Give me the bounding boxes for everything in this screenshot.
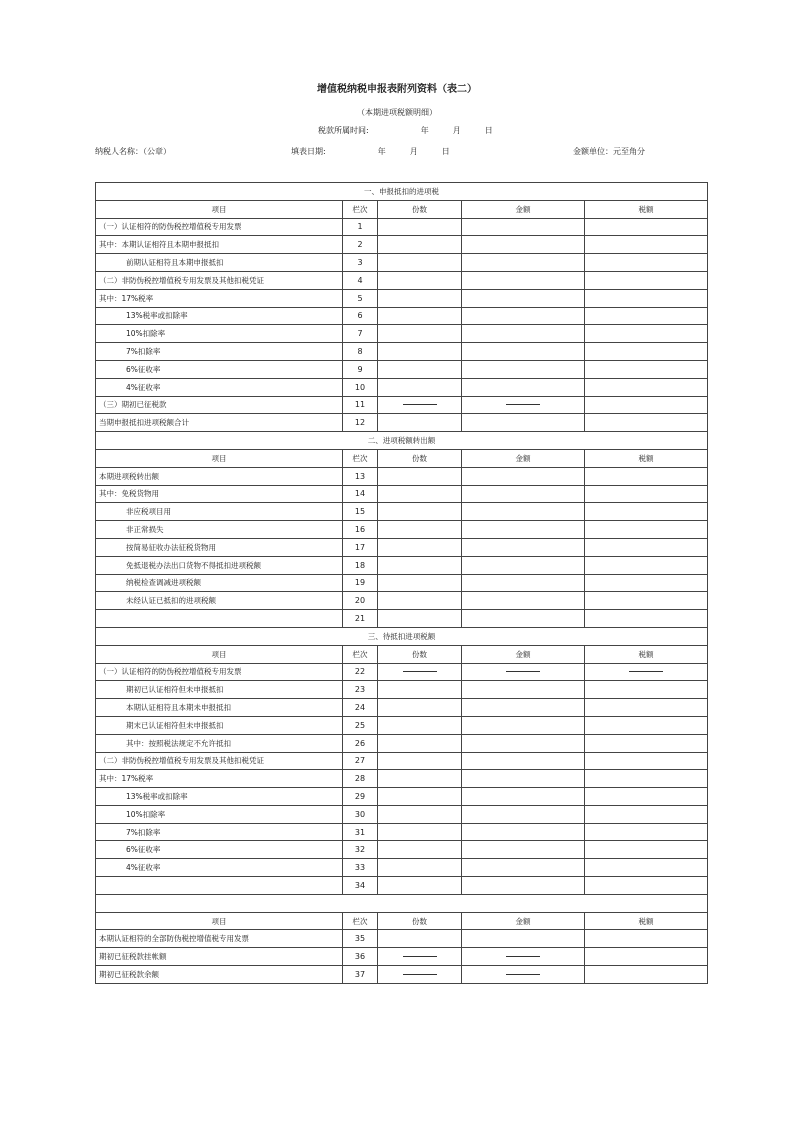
count-cell: [378, 699, 462, 717]
table-row: [96, 521, 708, 539]
row-number: 11: [343, 396, 378, 414]
table-row: [96, 734, 708, 752]
count-cell: [378, 325, 462, 343]
row-label: 非正常损失: [96, 521, 343, 539]
table-row: [96, 859, 708, 877]
table-row: [96, 325, 708, 343]
count-cell: [378, 378, 462, 396]
row-number: 33: [343, 859, 378, 877]
tax-cell: [585, 521, 708, 539]
row-label: 非应税项目用: [96, 503, 343, 521]
count-cell: [378, 841, 462, 859]
count-cell: [378, 343, 462, 361]
tax-period-day: 日: [484, 126, 493, 135]
not-applicable-dash: [506, 671, 540, 672]
row-label: 当期申报抵扣进项税额合计: [96, 414, 343, 432]
row-label: [96, 610, 343, 628]
form-title: 增值税纳税申报表附列资料（表二）: [317, 84, 477, 95]
tax-cell: [585, 414, 708, 432]
table-row: [96, 930, 708, 948]
row-number: 6: [343, 307, 378, 325]
row-label: 6%征收率: [96, 360, 343, 378]
section-title-row: [96, 627, 708, 645]
amount-cell: [462, 254, 585, 272]
tax-cell: [585, 966, 708, 984]
tax-cell: [585, 770, 708, 788]
table-row: [96, 574, 708, 592]
amount-cell: [462, 663, 585, 681]
tax-cell: [585, 343, 708, 361]
tax-cell: [585, 805, 708, 823]
tax-cell: [585, 930, 708, 948]
table-row: [96, 663, 708, 681]
amount-cell: [462, 360, 585, 378]
row-number: 32: [343, 841, 378, 859]
table-row: [96, 841, 708, 859]
column-header-row: [96, 912, 708, 930]
tax-cell: [585, 681, 708, 699]
section-title: 三、待抵扣进项税额: [96, 627, 708, 645]
section-title: 一、申报抵扣的进项税: [96, 183, 708, 201]
count-header: 份数: [378, 200, 462, 218]
row-number: 18: [343, 556, 378, 574]
tax-cell: [585, 218, 708, 236]
table-row: [96, 467, 708, 485]
count-cell: [378, 681, 462, 699]
row-number: 12: [343, 414, 378, 432]
amount-cell: [462, 948, 585, 966]
tax-header: 税额: [585, 200, 708, 218]
amount-cell: [462, 966, 585, 984]
count-cell: [378, 236, 462, 254]
amount-cell: [462, 841, 585, 859]
row-label: 其中：按照税法规定不允许抵扣: [96, 734, 343, 752]
count-cell: [378, 307, 462, 325]
tax-cell: [585, 752, 708, 770]
row-number: 25: [343, 716, 378, 734]
fill-date-day: 日: [441, 147, 450, 156]
row-label: （一）认证相符的防伪税控增值税专用发票: [96, 218, 343, 236]
count-cell: [378, 859, 462, 877]
row-no-header: 栏次: [343, 200, 378, 218]
row-label: 其中：17%税率: [96, 289, 343, 307]
table-row: [96, 343, 708, 361]
tax-cell: [585, 592, 708, 610]
section-title: [96, 894, 708, 912]
tax-cell: [585, 503, 708, 521]
tax-period-label: 税款所属时间:: [318, 126, 369, 135]
row-number: 31: [343, 823, 378, 841]
row-number: 9: [343, 360, 378, 378]
amount-cell: [462, 236, 585, 254]
row-label: 其中：17%税率: [96, 770, 343, 788]
count-cell: [378, 770, 462, 788]
amount-cell: [462, 271, 585, 289]
row-number: 2: [343, 236, 378, 254]
tax-cell: [585, 325, 708, 343]
not-applicable-dash: [403, 404, 437, 405]
row-number: 5: [343, 289, 378, 307]
count-cell: [378, 556, 462, 574]
item-header: 项目: [96, 449, 343, 467]
amount-cell: [462, 538, 585, 556]
currency-unit-label: 金额单位：元至角分: [573, 147, 645, 156]
section-title-row: [96, 432, 708, 450]
tax-cell: [585, 289, 708, 307]
row-number: 24: [343, 699, 378, 717]
amount-cell: [462, 307, 585, 325]
row-no-header: 栏次: [343, 449, 378, 467]
count-cell: [378, 503, 462, 521]
amount-cell: [462, 396, 585, 414]
tax-cell: [585, 556, 708, 574]
table-row: [96, 681, 708, 699]
row-number: 15: [343, 503, 378, 521]
table-row: [96, 378, 708, 396]
table-row: [96, 271, 708, 289]
row-label: 期初已认证相符但未申报抵扣: [96, 681, 343, 699]
tax-cell: [585, 396, 708, 414]
table-row: [96, 236, 708, 254]
table-row: [96, 592, 708, 610]
row-label: 本期进项税转出额: [96, 467, 343, 485]
table-row: [96, 823, 708, 841]
item-header: 项目: [96, 200, 343, 218]
tax-cell: [585, 841, 708, 859]
tax-period-month: 月: [452, 126, 461, 135]
table-row: [96, 503, 708, 521]
count-cell: [378, 485, 462, 503]
tax-cell: [585, 663, 708, 681]
table-row: [96, 877, 708, 895]
taxpayer-name-label: 纳税人名称：（公章）: [95, 147, 171, 156]
amount-cell: [462, 414, 585, 432]
amount-cell: [462, 770, 585, 788]
tax-cell: [585, 948, 708, 966]
table-row: [96, 752, 708, 770]
row-label: 其中：免税货物用: [96, 485, 343, 503]
row-label: 10%扣除率: [96, 325, 343, 343]
amount-cell: [462, 289, 585, 307]
amount-cell: [462, 218, 585, 236]
amount-cell: [462, 467, 585, 485]
row-number: 21: [343, 610, 378, 628]
row-label: 本期认证相符且本期未申报抵扣: [96, 699, 343, 717]
tax-cell: [585, 236, 708, 254]
count-cell: [378, 788, 462, 806]
amount-cell: [462, 930, 585, 948]
not-applicable-dash: [506, 956, 540, 957]
table-row: [96, 556, 708, 574]
amount-cell: [462, 503, 585, 521]
row-label: 前期认证相符且本期申报抵扣: [96, 254, 343, 272]
amount-cell: [462, 556, 585, 574]
amount-cell: [462, 823, 585, 841]
count-cell: [378, 574, 462, 592]
amount-cell: [462, 859, 585, 877]
amount-cell: [462, 325, 585, 343]
table-row: [96, 770, 708, 788]
tax-cell: [585, 877, 708, 895]
row-number: 1: [343, 218, 378, 236]
count-cell: [378, 734, 462, 752]
tax-cell: [585, 574, 708, 592]
tax-cell: [585, 360, 708, 378]
not-applicable-dash: [506, 404, 540, 405]
amount-cell: [462, 610, 585, 628]
row-label: （二）非防伪税控增值税专用发票及其他扣税凭证: [96, 752, 343, 770]
tax-header: 税额: [585, 449, 708, 467]
tax-cell: [585, 307, 708, 325]
amount-header: 金额: [462, 912, 585, 930]
row-label: 6%征收率: [96, 841, 343, 859]
tax-cell: [585, 610, 708, 628]
tax-cell: [585, 699, 708, 717]
row-label: 纳税检查调减进项税额: [96, 574, 343, 592]
amount-cell: [462, 592, 585, 610]
amount-cell: [462, 716, 585, 734]
count-cell: [378, 805, 462, 823]
input-tax-table: [95, 182, 708, 984]
tax-cell: [585, 271, 708, 289]
amount-header: 金额: [462, 200, 585, 218]
row-number: 14: [343, 485, 378, 503]
row-number: 35: [343, 930, 378, 948]
row-label: （一）认证相符的防伪税控增值税专用发票: [96, 663, 343, 681]
amount-cell: [462, 805, 585, 823]
form-subtitle: （本期进项税额明细）: [357, 108, 437, 117]
count-header: 份数: [378, 645, 462, 663]
count-cell: [378, 538, 462, 556]
count-cell: [378, 414, 462, 432]
row-label: 4%征收率: [96, 378, 343, 396]
row-label: 本期认证相符的全部防伪税控增值税专用发票: [96, 930, 343, 948]
row-label: 7%扣除率: [96, 823, 343, 841]
count-cell: [378, 360, 462, 378]
amount-header: 金额: [462, 449, 585, 467]
section-title-row: [96, 894, 708, 912]
row-no-header: 栏次: [343, 912, 378, 930]
amount-cell: [462, 877, 585, 895]
column-header-row: [96, 200, 708, 218]
amount-cell: [462, 752, 585, 770]
row-number: 30: [343, 805, 378, 823]
row-no-header: 栏次: [343, 645, 378, 663]
table-row: [96, 966, 708, 984]
amount-cell: [462, 574, 585, 592]
column-header-row: [96, 449, 708, 467]
row-number: 10: [343, 378, 378, 396]
count-cell: [378, 271, 462, 289]
row-number: 28: [343, 770, 378, 788]
table-row: [96, 699, 708, 717]
section-title: 二、进项税额转出额: [96, 432, 708, 450]
table-row: [96, 716, 708, 734]
row-label: 未经认证已抵扣的进项税额: [96, 592, 343, 610]
row-label: 10%扣除率: [96, 805, 343, 823]
tax-cell: [585, 538, 708, 556]
row-label: 7%扣除率: [96, 343, 343, 361]
count-cell: [378, 592, 462, 610]
table-row: [96, 485, 708, 503]
count-cell: [378, 254, 462, 272]
table-row: [96, 948, 708, 966]
amount-header: 金额: [462, 645, 585, 663]
row-label: 免抵退税办法出口货物不得抵扣进项税额: [96, 556, 343, 574]
table-row: [96, 805, 708, 823]
row-number: 4: [343, 271, 378, 289]
count-cell: [378, 752, 462, 770]
amount-cell: [462, 485, 585, 503]
fill-date: [291, 146, 450, 157]
count-cell: [378, 289, 462, 307]
fill-date-month: 月: [409, 147, 418, 156]
tax-period: [318, 125, 493, 136]
not-applicable-dash: [506, 974, 540, 975]
row-number: 29: [343, 788, 378, 806]
table-row: [96, 218, 708, 236]
count-cell: [378, 823, 462, 841]
not-applicable-dash: [403, 974, 437, 975]
row-label: 期初已征税款挂帐额: [96, 948, 343, 966]
item-header: 项目: [96, 645, 343, 663]
row-label: [96, 877, 343, 895]
amount-cell: [462, 378, 585, 396]
count-cell: [378, 396, 462, 414]
tax-period-year: 年: [420, 126, 429, 135]
row-label: 期初已征税款余额: [96, 966, 343, 984]
tax-cell: [585, 467, 708, 485]
not-applicable-dash: [403, 956, 437, 957]
tax-header: 税额: [585, 912, 708, 930]
row-number: 34: [343, 877, 378, 895]
row-number: 36: [343, 948, 378, 966]
row-number: 22: [343, 663, 378, 681]
row-label: 期末已认证相符但未申报抵扣: [96, 716, 343, 734]
count-header: 份数: [378, 449, 462, 467]
item-header: 项目: [96, 912, 343, 930]
count-cell: [378, 966, 462, 984]
fill-date-label: 填表日期:: [291, 147, 326, 156]
fill-date-year: 年: [377, 147, 386, 156]
tax-cell: [585, 734, 708, 752]
row-number: 37: [343, 966, 378, 984]
tax-cell: [585, 859, 708, 877]
row-label: 13%税率或扣除率: [96, 307, 343, 325]
row-label: （二）非防伪税控增值税专用发票及其他扣税凭证: [96, 271, 343, 289]
row-label: 4%征收率: [96, 859, 343, 877]
tax-cell: [585, 378, 708, 396]
section-title-row: [96, 183, 708, 201]
row-number: 27: [343, 752, 378, 770]
row-number: 8: [343, 343, 378, 361]
row-number: 16: [343, 521, 378, 539]
amount-cell: [462, 681, 585, 699]
table-row: [96, 788, 708, 806]
row-number: 17: [343, 538, 378, 556]
row-label: 其中：本期认证相符且本期申报抵扣: [96, 236, 343, 254]
amount-cell: [462, 521, 585, 539]
not-applicable-dash: [403, 671, 437, 672]
table-row: [96, 414, 708, 432]
row-number: 23: [343, 681, 378, 699]
amount-cell: [462, 699, 585, 717]
count-cell: [378, 930, 462, 948]
count-cell: [378, 467, 462, 485]
amount-cell: [462, 734, 585, 752]
table-row: [96, 360, 708, 378]
table-row: [96, 610, 708, 628]
count-cell: [378, 521, 462, 539]
row-number: 3: [343, 254, 378, 272]
column-header-row: [96, 645, 708, 663]
table-row: [96, 396, 708, 414]
amount-cell: [462, 343, 585, 361]
not-applicable-dash: [629, 671, 663, 672]
table-row: [96, 538, 708, 556]
table-row: [96, 307, 708, 325]
tax-cell: [585, 788, 708, 806]
count-cell: [378, 716, 462, 734]
count-cell: [378, 877, 462, 895]
tax-cell: [585, 485, 708, 503]
tax-cell: [585, 254, 708, 272]
count-header: 份数: [378, 912, 462, 930]
row-number: 7: [343, 325, 378, 343]
table-row: [96, 289, 708, 307]
amount-cell: [462, 788, 585, 806]
row-number: 26: [343, 734, 378, 752]
row-label: （三）期初已征税款: [96, 396, 343, 414]
count-cell: [378, 948, 462, 966]
row-label: 13%税率或扣除率: [96, 788, 343, 806]
row-number: 13: [343, 467, 378, 485]
count-cell: [378, 663, 462, 681]
tax-cell: [585, 823, 708, 841]
count-cell: [378, 218, 462, 236]
table-row: [96, 254, 708, 272]
count-cell: [378, 610, 462, 628]
row-number: 20: [343, 592, 378, 610]
row-label: 按简易征收办法征税货物用: [96, 538, 343, 556]
row-number: 19: [343, 574, 378, 592]
tax-header: 税额: [585, 645, 708, 663]
tax-cell: [585, 716, 708, 734]
